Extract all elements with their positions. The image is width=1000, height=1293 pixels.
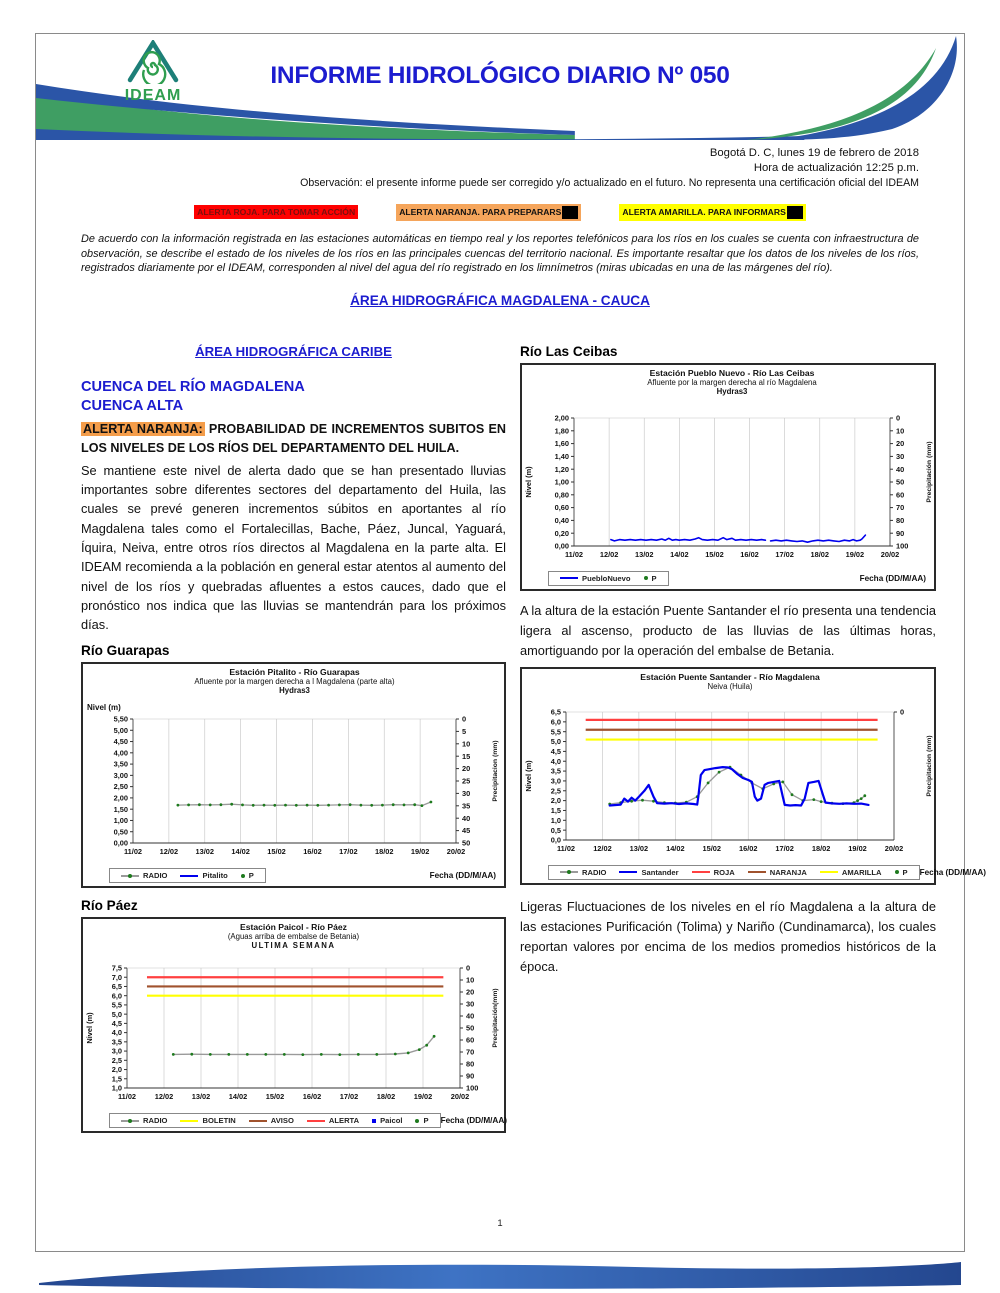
alert-roja-badge: ALERTA ROJA. PARA TOMAR ACCIÓN bbox=[194, 205, 358, 219]
svg-text:15/02: 15/02 bbox=[267, 847, 286, 857]
legend-sample-line-icon bbox=[619, 871, 637, 873]
chart-xaxis-label: Fecha (DD/M/AA) bbox=[440, 1116, 507, 1126]
svg-text:100: 100 bbox=[896, 541, 909, 551]
svg-text:(Aguas arriba de embalse de Be: (Aguas arriba de embalse de Betania) bbox=[227, 932, 360, 942]
svg-text:5,0: 5,0 bbox=[550, 736, 561, 746]
svg-text:16/02: 16/02 bbox=[302, 1092, 322, 1102]
legend-item: Pitalito bbox=[180, 871, 227, 880]
svg-text:3,0: 3,0 bbox=[550, 776, 561, 786]
chart-puente-santander bbox=[520, 667, 987, 885]
svg-text:0,80: 0,80 bbox=[554, 490, 569, 500]
svg-text:Precipitacion (mm): Precipitacion (mm) bbox=[926, 735, 933, 797]
chart-xaxis-label: Fecha (DD/M/AA) bbox=[429, 871, 496, 881]
svg-text:5,5: 5,5 bbox=[550, 727, 561, 737]
legend-item: RADIO bbox=[121, 871, 167, 880]
svg-text:4,0: 4,0 bbox=[111, 1028, 122, 1038]
svg-text:2,00: 2,00 bbox=[113, 793, 128, 803]
svg-text:11/02: 11/02 bbox=[123, 847, 143, 857]
svg-text:13/02: 13/02 bbox=[629, 843, 649, 853]
svg-text:4,5: 4,5 bbox=[111, 1019, 122, 1029]
svg-text:2,5: 2,5 bbox=[550, 786, 561, 796]
chart-rio-paez bbox=[81, 917, 506, 1133]
alert-naranja-badge bbox=[396, 204, 581, 221]
svg-text:15/02: 15/02 bbox=[705, 549, 724, 559]
svg-text:Nivel (m): Nivel (m) bbox=[524, 466, 533, 498]
svg-text:Hydras3: Hydras3 bbox=[716, 386, 748, 396]
svg-text:Nivel (m): Nivel (m) bbox=[87, 703, 121, 713]
chart-legend-row bbox=[109, 868, 498, 883]
report-header bbox=[36, 34, 964, 140]
chart-canvas-ceibas bbox=[522, 366, 936, 570]
ideam-logo-text: IDEAM bbox=[124, 87, 182, 104]
svg-text:Neiva (Huila): Neiva (Huila) bbox=[707, 681, 753, 691]
svg-text:17/02: 17/02 bbox=[775, 843, 794, 853]
svg-text:5,0: 5,0 bbox=[111, 1010, 122, 1020]
chart-xaxis-label: Fecha (DD/M/AA) bbox=[859, 573, 926, 583]
svg-text:4,00: 4,00 bbox=[113, 748, 128, 758]
svg-text:35: 35 bbox=[462, 801, 471, 811]
left-column bbox=[81, 344, 506, 1134]
chart-xaxis-label: Fecha (DD/M/AA) bbox=[919, 867, 987, 877]
legend-sample-dot-icon bbox=[895, 870, 899, 874]
heading-cuenca-alta: CUENCA ALTA bbox=[81, 397, 184, 414]
svg-text:0,00: 0,00 bbox=[113, 839, 128, 849]
svg-text:70: 70 bbox=[466, 1048, 475, 1058]
legend-sample-dot-icon bbox=[241, 874, 245, 878]
chart-legend-row bbox=[548, 865, 987, 880]
svg-text:15/02: 15/02 bbox=[265, 1092, 285, 1102]
svg-text:13/02: 13/02 bbox=[191, 1092, 211, 1102]
svg-text:1,0: 1,0 bbox=[550, 815, 561, 825]
svg-text:14/02: 14/02 bbox=[231, 847, 250, 857]
svg-text:1,50: 1,50 bbox=[113, 805, 128, 815]
svg-text:4,5: 4,5 bbox=[550, 746, 561, 756]
svg-text:12/02: 12/02 bbox=[599, 549, 619, 559]
svg-text:5,50: 5,50 bbox=[113, 715, 128, 725]
legend-sample-dot-icon bbox=[644, 576, 648, 580]
legend-item: P bbox=[241, 871, 254, 880]
heading-rio-las-ceibas: Río Las Ceibas bbox=[520, 343, 618, 359]
svg-text:3,5: 3,5 bbox=[111, 1037, 122, 1047]
svg-text:1,40: 1,40 bbox=[554, 451, 569, 461]
section-magdalena-cauca: ÁREA HIDROGRÁFICA MAGDALENA - CAUCA bbox=[350, 292, 650, 308]
heading-cuenca-magdalena: CUENCA DEL RÍO MAGDALENA bbox=[81, 378, 305, 395]
legend-item: NARANJA bbox=[748, 868, 807, 877]
svg-text:14/02: 14/02 bbox=[666, 843, 685, 853]
svg-text:18/02: 18/02 bbox=[810, 549, 830, 559]
svg-text:19/02: 19/02 bbox=[848, 843, 867, 853]
redaction-box bbox=[787, 206, 803, 219]
svg-text:80: 80 bbox=[466, 1060, 475, 1070]
santander-paragraph: A la altura de la estación Puente Santander el río presenta una tendencia ligera al ascenso, producto de las lluvias de las últimas horas, amortiguando por la operación del embalse de Betania. bbox=[520, 602, 936, 658]
svg-text:16/02: 16/02 bbox=[740, 549, 759, 559]
svg-text:18/02: 18/02 bbox=[376, 1092, 396, 1102]
legend-item: RADIO bbox=[560, 868, 606, 877]
svg-text:Afluente por la margen derecha: Afluente por la margen derecha al río Magdalena bbox=[647, 377, 817, 387]
svg-text:10: 10 bbox=[462, 739, 471, 749]
svg-text:13/02: 13/02 bbox=[195, 847, 215, 857]
svg-text:0: 0 bbox=[462, 715, 467, 725]
footer-wave-graphic bbox=[35, 1257, 965, 1291]
right-column bbox=[520, 343, 987, 1134]
svg-text:15/02: 15/02 bbox=[702, 843, 722, 853]
chart-canvas-santander bbox=[522, 670, 936, 864]
legend-sample-line-icon bbox=[307, 1120, 325, 1122]
svg-text:Estación Puente Santander - Rí: Estación Puente Santander - Río Magdalena bbox=[640, 671, 820, 682]
svg-text:Estación Pueblo Nuevo - Río La: Estación Pueblo Nuevo - Río Las Ceibas bbox=[649, 367, 815, 378]
chart-legend bbox=[548, 865, 920, 880]
legend-sample-linedot-icon bbox=[121, 875, 139, 877]
svg-text:30: 30 bbox=[896, 451, 905, 461]
svg-text:19/02: 19/02 bbox=[413, 1092, 433, 1102]
svg-text:0: 0 bbox=[466, 964, 471, 974]
svg-text:40: 40 bbox=[466, 1012, 475, 1022]
legend-item: P bbox=[644, 574, 657, 583]
report-observation: Observación: el presente informe puede ser corregido y/o actualizado en el futuro. No representa una certificación oficial del IDEAM bbox=[300, 177, 919, 189]
svg-text:17/02: 17/02 bbox=[339, 847, 358, 857]
svg-text:6,5: 6,5 bbox=[550, 707, 561, 717]
svg-text:Precipitación(mm): Precipitación(mm) bbox=[492, 988, 499, 1049]
svg-text:19/02: 19/02 bbox=[845, 549, 865, 559]
legend-sample-line-icon bbox=[748, 871, 766, 873]
svg-text:6,0: 6,0 bbox=[111, 991, 122, 1001]
svg-text:25: 25 bbox=[462, 777, 471, 787]
legend-item: Paicol bbox=[372, 1116, 402, 1125]
svg-text:1,5: 1,5 bbox=[111, 1074, 122, 1084]
report-date: Bogotá D. C, lunes 19 de febrero de 2018 bbox=[709, 147, 919, 159]
svg-text:1,60: 1,60 bbox=[554, 438, 569, 448]
svg-text:20: 20 bbox=[462, 764, 471, 774]
chart-legend bbox=[109, 868, 266, 883]
alerta-naranja-paragraph bbox=[81, 420, 506, 458]
svg-text:Nivel (m): Nivel (m) bbox=[524, 760, 533, 792]
alert-amarilla-label: ALERTA AMARILLA. PARA INFORMARS bbox=[622, 207, 786, 217]
svg-text:3,0: 3,0 bbox=[111, 1047, 122, 1057]
svg-text:70: 70 bbox=[896, 502, 905, 512]
svg-text:14/02: 14/02 bbox=[228, 1092, 248, 1102]
page-number: 1 bbox=[497, 1218, 503, 1229]
alert-naranja-label: ALERTA NARANJA. PARA PREPARARS bbox=[399, 207, 562, 217]
redaction-box bbox=[562, 206, 578, 219]
chart-legend-row bbox=[109, 1113, 507, 1128]
svg-text:Estación Paicol - Río Páez: Estación Paicol - Río Páez bbox=[240, 922, 347, 933]
svg-text:2,0: 2,0 bbox=[550, 795, 561, 805]
legend-item: ROJA bbox=[692, 868, 735, 877]
svg-text:0,50: 0,50 bbox=[113, 827, 128, 837]
svg-text:30: 30 bbox=[462, 789, 471, 799]
legend-item: RADIO bbox=[121, 1116, 167, 1125]
legend-sample-line-icon bbox=[820, 871, 838, 873]
legend-item: ALERTA bbox=[307, 1116, 359, 1125]
chart-legend-row bbox=[548, 571, 928, 586]
legend-sample-linedot-icon bbox=[121, 1120, 139, 1122]
svg-text:18/02: 18/02 bbox=[374, 847, 394, 857]
svg-text:0: 0 bbox=[896, 413, 901, 423]
legend-sample-line-icon bbox=[249, 1120, 267, 1122]
svg-text:1,00: 1,00 bbox=[554, 477, 569, 487]
svg-text:100: 100 bbox=[466, 1084, 479, 1094]
svg-text:10: 10 bbox=[466, 976, 475, 986]
svg-text:1,80: 1,80 bbox=[554, 426, 569, 436]
svg-text:Precipitacion (mm): Precipitacion (mm) bbox=[492, 740, 499, 803]
svg-text:0,40: 0,40 bbox=[554, 515, 569, 525]
chart-legend bbox=[548, 571, 669, 586]
svg-text:12/02: 12/02 bbox=[593, 843, 612, 853]
svg-text:40: 40 bbox=[896, 464, 905, 474]
svg-text:90: 90 bbox=[896, 528, 905, 538]
legend-sample-linedot-icon bbox=[560, 871, 578, 873]
svg-text:50: 50 bbox=[896, 477, 905, 487]
chart-legend bbox=[109, 1113, 441, 1128]
svg-text:10: 10 bbox=[896, 426, 905, 436]
svg-text:Estación Pitalito - Río Guarap: Estación Pitalito - Río Guarapas bbox=[229, 667, 360, 678]
svg-text:3,5: 3,5 bbox=[550, 766, 561, 776]
svg-text:20/02: 20/02 bbox=[450, 1092, 470, 1102]
heading-rio-guarapas: Río Guarapas bbox=[81, 643, 170, 659]
svg-text:Nivel (m): Nivel (m) bbox=[85, 1012, 94, 1045]
svg-text:Precipitación (mm): Precipitación (mm) bbox=[926, 441, 933, 503]
svg-text:13/02: 13/02 bbox=[634, 549, 654, 559]
svg-text:1,20: 1,20 bbox=[554, 464, 569, 474]
svg-text:19/02: 19/02 bbox=[410, 847, 430, 857]
legend-sample-line-icon bbox=[180, 1120, 198, 1122]
heading-rio-paez: Río Páez bbox=[81, 898, 138, 914]
content-columns bbox=[81, 343, 987, 1134]
legend-sample-line-icon bbox=[180, 875, 198, 877]
alerta-naranja-text: PROBABILIDAD DE INCREMENTOS SUBITOS EN LOS NIVELES DE LOS RÍOS DEL DEPARTAMENTO DEL HUILA. bbox=[81, 421, 506, 455]
svg-text:3,50: 3,50 bbox=[113, 760, 128, 770]
svg-text:4,0: 4,0 bbox=[550, 756, 561, 766]
svg-text:2,0: 2,0 bbox=[111, 1065, 122, 1075]
svg-text:60: 60 bbox=[466, 1036, 475, 1046]
svg-text:ULTIMA SEMANA: ULTIMA SEMANA bbox=[251, 941, 336, 951]
alert-amarilla-badge bbox=[619, 204, 805, 221]
svg-text:14/02: 14/02 bbox=[670, 549, 689, 559]
svg-text:11/02: 11/02 bbox=[556, 843, 576, 853]
svg-text:4,50: 4,50 bbox=[113, 737, 128, 747]
svg-text:80: 80 bbox=[896, 515, 905, 525]
svg-text:12/02: 12/02 bbox=[154, 1092, 174, 1102]
svg-text:90: 90 bbox=[466, 1072, 475, 1082]
legend-item: PuebloNuevo bbox=[560, 574, 631, 583]
svg-text:15: 15 bbox=[462, 752, 471, 762]
svg-text:0,0: 0,0 bbox=[550, 835, 561, 845]
svg-text:20: 20 bbox=[896, 438, 905, 448]
svg-text:20/02: 20/02 bbox=[880, 549, 900, 559]
svg-text:5: 5 bbox=[462, 727, 467, 737]
svg-text:5,5: 5,5 bbox=[111, 1000, 122, 1010]
chart-canvas-paez bbox=[83, 920, 502, 1112]
svg-text:11/02: 11/02 bbox=[564, 549, 584, 559]
svg-text:0,60: 0,60 bbox=[554, 502, 569, 512]
alert-legend-row bbox=[36, 204, 964, 220]
svg-text:60: 60 bbox=[896, 490, 905, 500]
svg-text:2,5: 2,5 bbox=[111, 1056, 122, 1066]
svg-text:5,00: 5,00 bbox=[113, 726, 128, 736]
svg-text:45: 45 bbox=[462, 826, 471, 836]
legend-item: P bbox=[895, 868, 908, 877]
legend-sample-line-icon bbox=[560, 577, 578, 579]
svg-text:40: 40 bbox=[462, 814, 471, 824]
legend-sample-dot-icon bbox=[415, 1119, 419, 1123]
svg-text:16/02: 16/02 bbox=[303, 847, 322, 857]
legend-item: Santander bbox=[619, 868, 678, 877]
report-update-time: Hora de actualización 12:25 p.m. bbox=[753, 162, 919, 174]
report-sheet bbox=[35, 33, 987, 1252]
chart-canvas-guarapas bbox=[83, 665, 502, 867]
svg-text:0,20: 0,20 bbox=[554, 528, 569, 538]
svg-text:50: 50 bbox=[466, 1024, 475, 1034]
svg-text:16/02: 16/02 bbox=[738, 843, 758, 853]
legend-sample-square-icon bbox=[372, 1119, 376, 1123]
svg-text:0: 0 bbox=[900, 707, 905, 717]
svg-text:11/02: 11/02 bbox=[117, 1092, 137, 1102]
svg-text:Hydras3: Hydras3 bbox=[279, 686, 310, 696]
svg-text:18/02: 18/02 bbox=[811, 843, 831, 853]
report-meta bbox=[81, 146, 919, 191]
svg-text:1,00: 1,00 bbox=[113, 816, 128, 826]
svg-text:Afluente por la margen derecha: Afluente por la margen derecha a l Magdalena (parte alta) bbox=[194, 677, 395, 687]
legend-item: AMARILLA bbox=[820, 868, 882, 877]
fluctuations-paragraph: Ligeras Fluctuaciones de los niveles en el río Magdalena a la altura de las estaciones Purificación (Tolima) y Nariño (Cundinamarca), los cuales reportan valores por encima de los medios promedios históricos de la época. bbox=[520, 898, 936, 974]
svg-text:1,5: 1,5 bbox=[550, 805, 561, 815]
svg-text:1,0: 1,0 bbox=[111, 1084, 122, 1094]
legend-item: AVISO bbox=[249, 1116, 294, 1125]
svg-text:7,0: 7,0 bbox=[111, 973, 122, 983]
report-title: INFORME HIDROLÓGICO DIARIO Nº 050 bbox=[270, 62, 730, 89]
svg-text:6,0: 6,0 bbox=[550, 717, 561, 727]
svg-text:17/02: 17/02 bbox=[775, 549, 794, 559]
chart-rio-las-ceibas bbox=[520, 363, 936, 591]
legend-item: BOLETIN bbox=[180, 1116, 235, 1125]
svg-text:2,00: 2,00 bbox=[554, 413, 569, 423]
svg-text:6,5: 6,5 bbox=[111, 982, 122, 992]
svg-text:20/02: 20/02 bbox=[884, 843, 904, 853]
chart-rio-guarapas bbox=[81, 662, 506, 888]
alerta-body-paragraph: Se mantiene este nivel de alerta dado que se han presentado lluvias importantes sobre diferentes sectores del departamento del Huila, las cuales se prevé generen incrementos súbitos en aportantes al río Magdalena tales como el Fortalecillas, Bache, Páez, Juncal, Yaguará, Íquira, Neiva, entre otros ríos directos al Magdalena en la parte alta. El IDEAM recomienda a la población en general estar atentos al aumento del nivel de los ríos y quebradas afluentes a estos cauces, dado que el pronóstico nos indica que las lluvias se mantendrán para los próximos días. bbox=[81, 462, 506, 633]
section-caribe: ÁREA HIDROGRÁFICA CARIBE bbox=[195, 343, 392, 359]
intro-paragraph: De acuerdo con la información registrada en las estaciones automáticas en tiempo real y los reportes telefónicos para los ríos en los cuales se cuenta con infraestructura de observación, se describe el estado de los niveles de los ríos en las principales cuencas del territorio nacional. Es importante resaltar que los datos de los niveles de los ríos, registrados diariamente por el IDEAM, corresponden al nivel del agua del río registrado en los limnímetros (miras ubicadas en una de las márgenes del río). bbox=[81, 233, 919, 275]
svg-text:17/02: 17/02 bbox=[339, 1092, 359, 1102]
svg-text:12/02: 12/02 bbox=[159, 847, 179, 857]
svg-text:20/02: 20/02 bbox=[446, 847, 466, 857]
svg-text:30: 30 bbox=[466, 1000, 475, 1010]
svg-text:7,5: 7,5 bbox=[111, 964, 122, 974]
svg-text:20: 20 bbox=[466, 988, 475, 998]
svg-text:3,00: 3,00 bbox=[113, 771, 128, 781]
svg-text:0,5: 0,5 bbox=[550, 825, 561, 835]
svg-text:50: 50 bbox=[462, 839, 471, 849]
svg-text:2,50: 2,50 bbox=[113, 782, 128, 792]
legend-item: P bbox=[415, 1116, 428, 1125]
svg-text:0,00: 0,00 bbox=[554, 541, 569, 551]
alerta-naranja-highlight: ALERTA NARANJA: bbox=[83, 421, 203, 436]
legend-sample-line-icon bbox=[692, 871, 710, 873]
